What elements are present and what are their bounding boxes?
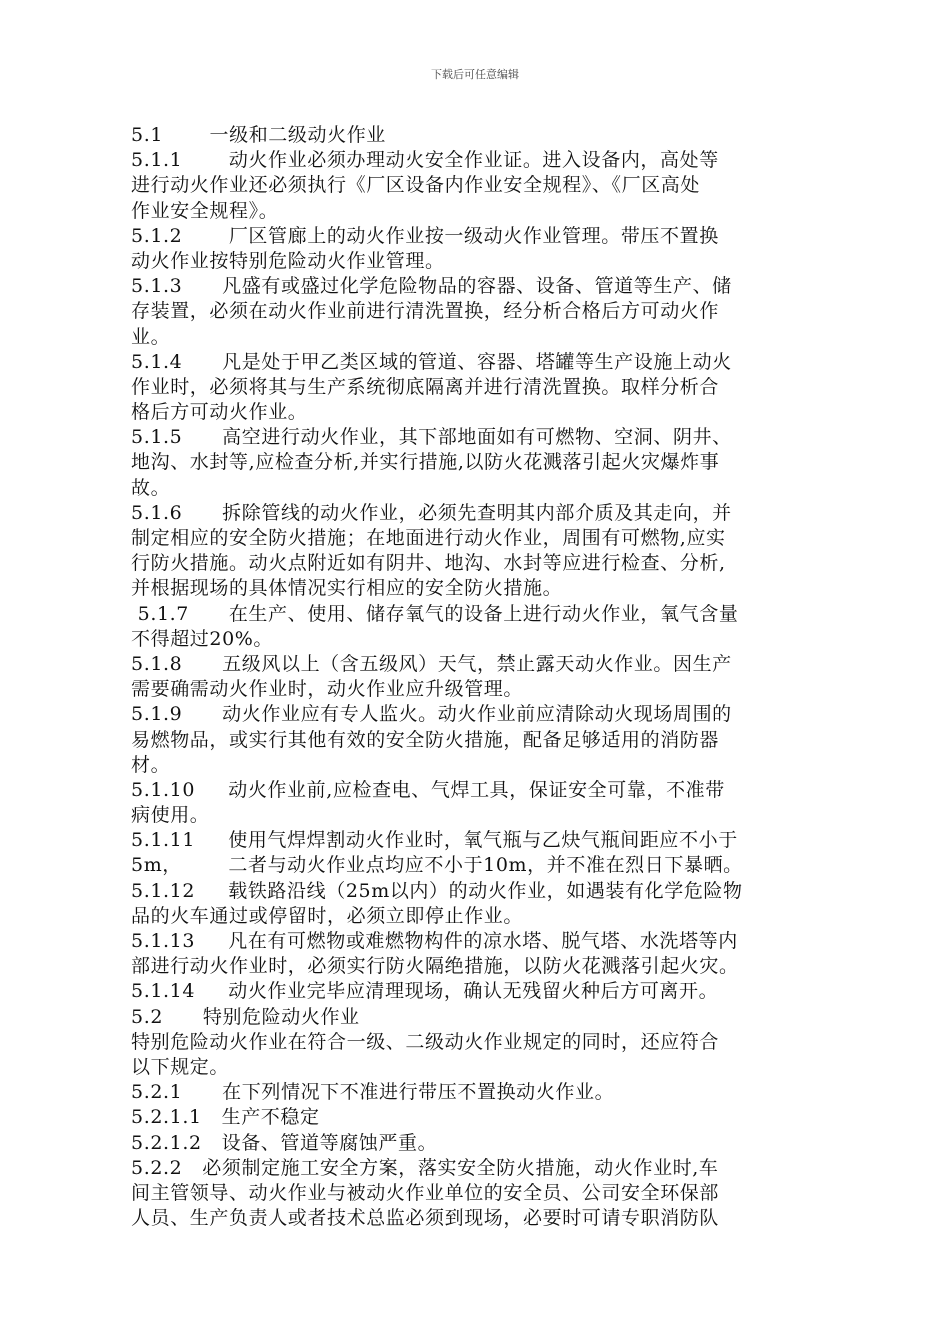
text-line: 5.1.1 动火作业必须办理动火安全作业证。进入设备内，高处等: [131, 149, 719, 172]
text-line: 作业时，必须将其与生产系统彻底隔离并进行清洗置换。取样分析合: [131, 375, 720, 398]
text-line: 5.2.1.1 生产不稳定: [131, 1106, 320, 1129]
text-line: 5.1.8 五级风以上（含五级风）天气，禁止露天动火作业。因生产: [131, 652, 732, 675]
text-line: 行防火措施。动火点附近如有阴井、地沟、水封等应进行检查、分析,: [131, 552, 726, 575]
text-line: 存装置，必须在动火作业前进行清洗置换，经分析合格后方可动火作: [131, 300, 720, 323]
text-line: 5.2.1 在下列情况下不准进行带压不置换动火作业。: [131, 1081, 615, 1104]
page-header: 下载后可任意编辑: [431, 68, 519, 81]
text-line: 易燃物品，或实行其他有效的安全防火措施，配备足够适用的消防器: [131, 728, 720, 751]
text-line: 5.1.14 动火作业完毕应清理现场，确认无残留火种后方可离开。: [131, 980, 719, 1003]
text-line: 以下规定。: [131, 1055, 230, 1078]
text-line: 5.2.1.2 设备、管道等腐蚀严重。: [131, 1131, 438, 1154]
text-line: 5.1.3 凡盛有或盛过化学危险物品的容器、设备、管道等生产、储: [131, 275, 732, 298]
text-line: 制定相应的安全防火措施；在地面进行动火作业，周围有可燃物,应实: [131, 527, 726, 549]
text-line: 业。: [131, 325, 171, 348]
text-line: 特别危险动火作业在符合一级、二级动火作业规定的同时，还应符合: [131, 1030, 720, 1053]
text-line: 5.1.11 使用气焊焊割动火作业时，氧气瓶与乙炔气瓶间距应不小于: [131, 829, 738, 852]
text-line: 间主管领导、动火作业与被动火作业单位的安全员、公司安全环保部: [131, 1181, 720, 1204]
text-line: 地沟、水封等,应检查分析,并实行措施,以防火花溅落引起火灾爆炸事: [131, 451, 720, 474]
text-line: 5.1.9 动火作业应有专人监火。动火作业前应清除动火现场周围的: [131, 703, 732, 726]
text-line: 5.1 一级和二级动火作业: [131, 124, 386, 146]
text-line: 动火作业按特别危险动火作业管理。: [131, 249, 445, 272]
text-line: 5.1.10 动火作业前,应检查电、气焊工具，保证安全可靠，不准带: [131, 778, 725, 801]
text-line: 5.1.2 厂区管廊上的动火作业按一级动火作业管理。带压不置换: [131, 224, 719, 247]
document-body: [131, 123, 826, 1231]
text-line: 材。: [131, 753, 171, 776]
text-line: 病使用。: [131, 804, 210, 827]
text-line: 故。: [131, 476, 171, 499]
text-line: 人员、生产负责人或者技术总监必须到现场，必要时可请专职消防队: [131, 1207, 720, 1230]
text-line: 需要确需动火作业时，动火作业应升级管理。: [131, 678, 524, 701]
text-line: 进行动火作业还必须执行《厂区设备内作业安全规程》、《厂区高处: [131, 174, 701, 197]
text-line: 5.1.5 高空进行动火作业，其下部地面如有可燃物、空洞、阴井、: [131, 426, 732, 449]
text-line: 格后方可动火作业。: [131, 401, 308, 424]
text-line: 部进行动火作业时，必须实行防火隔绝措施，以防火花溅落引起火灾。: [131, 955, 739, 978]
text-line: 5.1.13 凡在有可燃物或难燃物构件的凉水塔、脱气塔、水洗塔等内: [131, 930, 738, 952]
text-line: 5.1.7 在生产、使用、储存氧气的设备上进行动火作业，氧气含量: [131, 602, 739, 625]
text-line: 5.2.2 必须制定施工安全方案，落实安全防火措施，动火作业时,车: [131, 1156, 719, 1179]
text-line: 不得超过20%。: [131, 627, 274, 650]
text-line: 作业安全规程》。: [131, 199, 279, 222]
text-line: 并根据现场的具体情况实行相应的安全防火措施。: [131, 577, 563, 600]
text-line: 5m， 二者与动火作业点均应不小于10m，并不准在烈日下暴晒。: [131, 854, 743, 877]
text-line: 品的火车通过或停留时，必须立即停止作业。: [131, 904, 524, 927]
text-line: 5.2 特别危险动火作业: [131, 1005, 360, 1028]
text-line: 5.1.12 载铁路沿线（25m以内）的动火作业，如遇装有化学危险物: [131, 879, 743, 902]
text-line: 5.1.6 拆除管线的动火作业，必须先查明其内部介质及其走向，并: [131, 501, 732, 524]
text-line: 5.1.4 凡是处于甲乙类区域的管道、容器、塔罐等生产设施上动火: [131, 350, 732, 373]
